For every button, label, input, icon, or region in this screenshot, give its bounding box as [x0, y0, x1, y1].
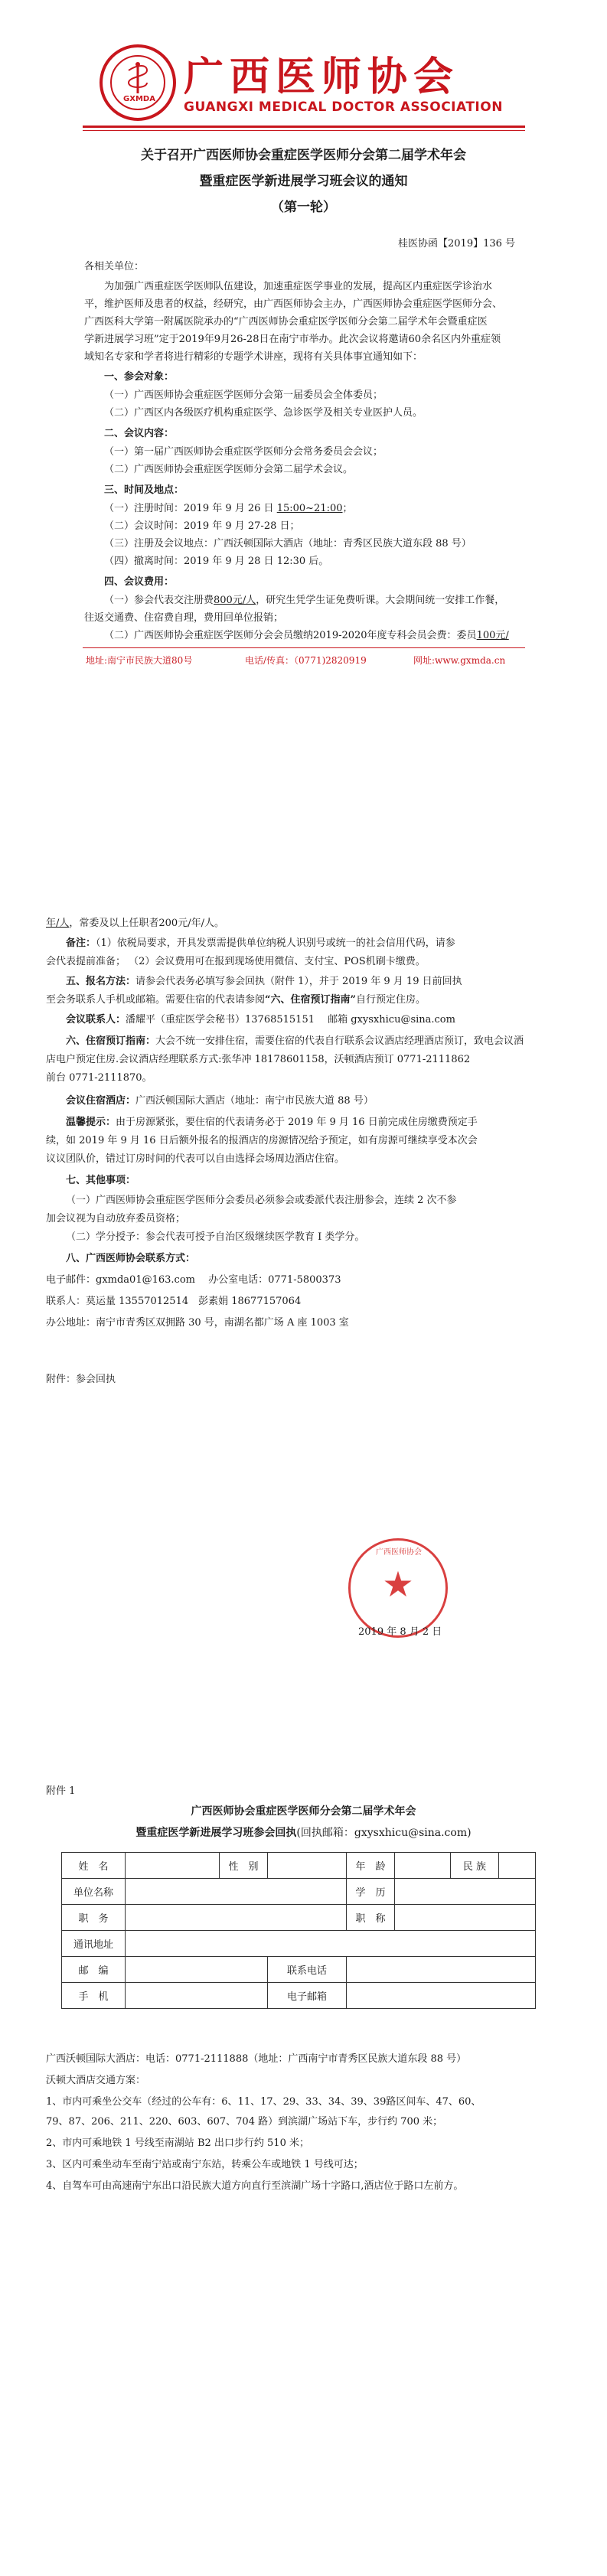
footer-address: 地址:南宁市民族大道80号	[86, 655, 193, 666]
section5-heading: 五、报名方法：	[66, 976, 136, 987]
org-name-en: GUANGXI MEDICAL DOCTOR ASSOCIATION	[184, 99, 503, 115]
section6-line1	[46, 1033, 524, 1050]
fee-line3	[84, 628, 509, 644]
section6-line3: 前台 0771-2111870。	[46, 1072, 152, 1084]
input-age[interactable]	[395, 1853, 451, 1879]
registration-fee: 800元/人	[214, 595, 256, 606]
header-divider-thin	[83, 130, 525, 131]
input-education[interactable]	[395, 1879, 536, 1905]
official-seal	[348, 1538, 448, 1638]
form-row	[62, 1931, 536, 1957]
fee2-text: （二）广西医师协会重症医学医师分会会员缴纳2019-2020年度专科会员会费：委员	[104, 630, 477, 641]
transport-line: 1、市内可乘坐公交车（经过的公车有：6、11、17、29、33、34、39、39路区间车、47、60、	[46, 2096, 481, 2108]
header-divider-thick	[83, 126, 525, 128]
registration-form	[61, 1852, 536, 2009]
section5-line2	[46, 992, 426, 1009]
org-name-cn: 广西医师协会	[184, 54, 460, 100]
fee1-text-rest: ，研究生凭学生证免费听课。大会期间统一安排工作餐，	[256, 595, 505, 606]
salutation: 各相关单位：	[84, 261, 145, 272]
section6-text: 大会不统一安排住宿，需要住宿的代表自行联系会议酒店经理酒店预订，致电会议酒	[155, 1035, 524, 1047]
input-unit[interactable]	[126, 1879, 347, 1905]
issue-date: 2019 年 8 月 2 日	[358, 1626, 442, 1638]
logo-abbrev: GXMDA	[123, 95, 155, 103]
intro-line: 为加强广西重症医学医师队伍建设，加速重症医学事业的发展，提高区内重症医学诊治水	[104, 281, 493, 292]
label-email: 电子邮箱	[268, 1983, 347, 2009]
label-unit: 单位名称	[62, 1879, 126, 1905]
section7-item1: （一）广西医师协会重症医学医师分会委员必须参会或委派代表注册参会，连续 2 次不参	[66, 1195, 457, 1206]
contact-line	[46, 1012, 455, 1029]
annex-label: 附件 1	[46, 1785, 76, 1797]
footer-website: 网址:www.gxmda.cn	[413, 655, 506, 666]
section6-line2: 店电户预定住房.会议酒店经理联系方式:张华冲 18178601158，沃顿酒店预订 0771-2111862	[46, 1054, 471, 1065]
input-address[interactable]	[126, 1931, 536, 1957]
star-icon: ★	[382, 1564, 414, 1605]
notes-text: （1）依税局要求，开具发票需提供单位纳税人识别号或统一的社会信用代码，请参	[96, 937, 455, 949]
input-contact-phone[interactable]	[347, 1957, 536, 1983]
registration-time-suffix: ；	[342, 503, 353, 514]
input-email[interactable]	[347, 1983, 536, 2009]
hotel-text: 广西沃顿国际大酒店（地址：南宁市民族大道 88 号）	[135, 1095, 374, 1107]
annex-title-line2	[0, 1824, 607, 1840]
label-gender: 性 别	[220, 1853, 268, 1879]
section2-item: （二）广西医师协会重症医学医师分会第二届学术会议。	[104, 464, 354, 475]
section8-heading: 八、广西医师协会联系方式：	[66, 1253, 196, 1264]
hotel-line	[46, 1093, 374, 1110]
transport-line: 79、87、206、211、220、603、607、704 路）到滨湖广场站下车，步行约 700 米；	[46, 2116, 443, 2128]
caduceus-icon	[112, 60, 164, 98]
section6-heading: 六、住宿预订指南：	[66, 1035, 156, 1047]
label-education: 学 历	[347, 1879, 395, 1905]
tip-line2: 续，如 2019 年 9 月 16 日后额外报名的报酒店的房源情况给予预定，如有房源可继续享受本次会	[46, 1135, 478, 1146]
notice-title-line1: 关于召开广西医师协会重症医学医师分会第二届学术年会	[141, 148, 466, 163]
venue: （三）注册及会议地点：广西沃顿国际大酒店（地址：青秀区民族大道东段 88 号）	[104, 538, 472, 549]
registration-hours: 15:00~21:00	[276, 503, 343, 514]
member-fee-cont: 年/人	[46, 918, 70, 929]
registration-time	[84, 501, 353, 517]
section3-heading: 三、时间及地点：	[104, 484, 184, 496]
label-age: 年 龄	[347, 1853, 395, 1879]
section4-heading: 四、会议费用：	[104, 576, 175, 588]
notice-title-line2: 暨重症医学新进展学习班会议的通知	[199, 174, 408, 189]
input-gender[interactable]	[268, 1853, 347, 1879]
intro-line: 学新进展学习班”定于2019年9月26-28日在南宁市举办。此次会议将邀请60余名区内外重症领	[84, 334, 501, 345]
section2-heading: 二、会议内容：	[104, 428, 175, 439]
office-address: 办公地址：南宁市青秀区双拥路 30 号，南湖名都广场 A 座 1003 室	[46, 1317, 349, 1329]
logo-inner-ring	[110, 55, 165, 110]
section2-item: （一）第一届广西医师协会重症医学医师分会常务委员会会议；	[104, 446, 383, 458]
attachment-note: 附件：参会回执	[46, 1374, 116, 1385]
annex-title-line1: 广西医师协会重症医学医师分会第二届学术年会	[191, 1805, 416, 1818]
tip-line1	[46, 1114, 478, 1131]
fee-continuation	[46, 915, 224, 932]
form-row	[62, 1983, 536, 2009]
meeting-time: （二）会议时间：2019 年 9 月 27-28 日；	[104, 520, 300, 532]
notes-line1	[46, 935, 455, 952]
section1-heading: 一、参会对象：	[104, 371, 175, 383]
notes-line2: 会代表提前准备； （2）会议费用可在报到现场使用微信、支付宝、POS机刷卡缴费。	[46, 956, 426, 967]
input-position[interactable]	[126, 1905, 347, 1931]
doc-number: 桂医协函【2019】136 号	[398, 238, 516, 249]
fee-continuation-text: ，常委及以上任职者200元/年/人。	[69, 918, 224, 929]
checkout-time: （四）撤离时间：2019 年 9 月 28 日 12:30 后。	[104, 556, 329, 567]
hotel-contact-info: 广西沃顿国际大酒店：电话：0771-2111888（地址：广西南宁市青秀区民族大道东段 88 号）	[46, 2053, 467, 2065]
label-name: 姓 名	[62, 1853, 126, 1879]
transport-line: 3、区内可乘坐动车至南宁站或南宁东站，转乘公车或地铁 1 号线可达；	[46, 2159, 364, 2170]
label-position: 职 务	[62, 1905, 126, 1931]
section5-line1	[46, 973, 462, 990]
intro-line: 平，维护医师及患者的权益，经研究，由广西医师协会主办，广西医师协会重症医学医师分会、	[84, 298, 503, 310]
section5-text2: 至会务联系人手机或邮箱。需要住宿的代表请参阅	[46, 994, 266, 1006]
input-title[interactable]	[395, 1905, 536, 1931]
seal-ring-text: 广西医师协会	[376, 1548, 422, 1557]
footer-divider	[83, 647, 525, 648]
tip-text: 由于房源紧张，要住宿的代表请务必于 2019 年 9 月 16 日前完成住房缴费预定手	[116, 1117, 478, 1128]
contact-persons: 联系人：莫运量 13557012514 彭素娟 18677157064	[46, 1296, 302, 1307]
registration-time-prefix: （一）注册时间：2019 年 9 月 26 日	[104, 503, 277, 514]
input-mobile[interactable]	[126, 1983, 268, 2009]
fee-line2: 往返交通费、住宿费自理，费用回单位报销；	[84, 612, 284, 624]
fee1-text: （一）参会代表交注册费	[104, 595, 214, 606]
notes-label: 备注：	[66, 937, 96, 949]
section7-item2: （二）学分授予：参会代表可授予自治区级继续医学教育 I 类学分。	[66, 1231, 365, 1243]
contact-label: 会议联系人：	[66, 1014, 126, 1026]
input-postcode[interactable]	[126, 1957, 268, 1983]
tip-label: 温馨提示：	[66, 1117, 116, 1128]
intro-line: 广西医科大学第一附属医院承办的“广西医师协会重症医学医师分会第二届学术年会暨重症医	[84, 316, 488, 328]
label-address: 通讯地址	[62, 1931, 126, 1957]
transport-line: 4、自驾车可由高速南宁东出口沿民族大道方向直行至滨湖广场十字路口,酒店位于路口左前方。	[46, 2180, 464, 2192]
notice-title-line3: （第一轮）	[271, 200, 336, 215]
form-row	[62, 1853, 536, 1879]
transport-line: 2、市内可乘地铁 1 号线至南湖站 B2 出口步行约 510 米；	[46, 2137, 309, 2149]
label-contact-phone: 联系电话	[268, 1957, 347, 1983]
input-name[interactable]	[126, 1853, 220, 1879]
annex-title-bold: 暨重症医学新进展学习班参会回执	[135, 1827, 297, 1839]
intro-line: 域知名专家和学者将进行精彩的专题学术讲座，现将有关具体事宜通知如下：	[84, 351, 423, 363]
section5-text3: 自行预定住房。	[355, 994, 426, 1006]
member-fee: 100元/	[476, 630, 509, 641]
annex-title-email: (回执邮箱：gxysxhicu@sina.com)	[296, 1827, 472, 1839]
contact-email: 电子邮件：gxmda01@163.com 办公室电话：0771-5800373	[46, 1274, 341, 1286]
lodging-guide-ref: “六、住宿预订指南”	[265, 994, 356, 1006]
label-title: 职 称	[347, 1905, 395, 1931]
label-mobile: 手 机	[62, 1983, 126, 2009]
form-row	[62, 1879, 536, 1905]
label-postcode: 邮 编	[62, 1957, 126, 1983]
footer-phone: 电话/传真：（0771)2820919	[245, 655, 367, 666]
transport-heading: 沃顿大酒店交通方案：	[46, 2075, 146, 2086]
contact-text: 潘耀平（重症医学会秘书）13768515151 邮箱 gxysxhicu@sina.com	[126, 1014, 455, 1026]
section5-text: 请参会代表务必填写参会回执（附件 1），并于 2019 年 9 月 19 日前回执	[135, 976, 462, 987]
label-ethnicity: 民 族	[451, 1853, 499, 1879]
fee-line1	[84, 592, 504, 609]
hotel-label: 会议住宿酒店：	[66, 1095, 136, 1107]
form-row	[62, 1957, 536, 1983]
tip-line3: 议议团队价，错过订房时间的代表可以自由选择会场周边酒店住宿。	[46, 1153, 345, 1165]
association-logo	[100, 44, 176, 121]
section1-item: （一）广西医师协会重症医学医师分会第一届委员会全体委员；	[104, 390, 383, 401]
input-ethnicity[interactable]	[499, 1853, 536, 1879]
form-row	[62, 1905, 536, 1931]
section1-item: （二）广西区内各级医疗机构重症医学、急诊医学及相关专业医护人员。	[104, 407, 423, 419]
section7-item1-cont: 加会议视为自动放弃委员资格；	[46, 1213, 186, 1224]
section7-heading: 七、其他事项：	[66, 1175, 136, 1186]
